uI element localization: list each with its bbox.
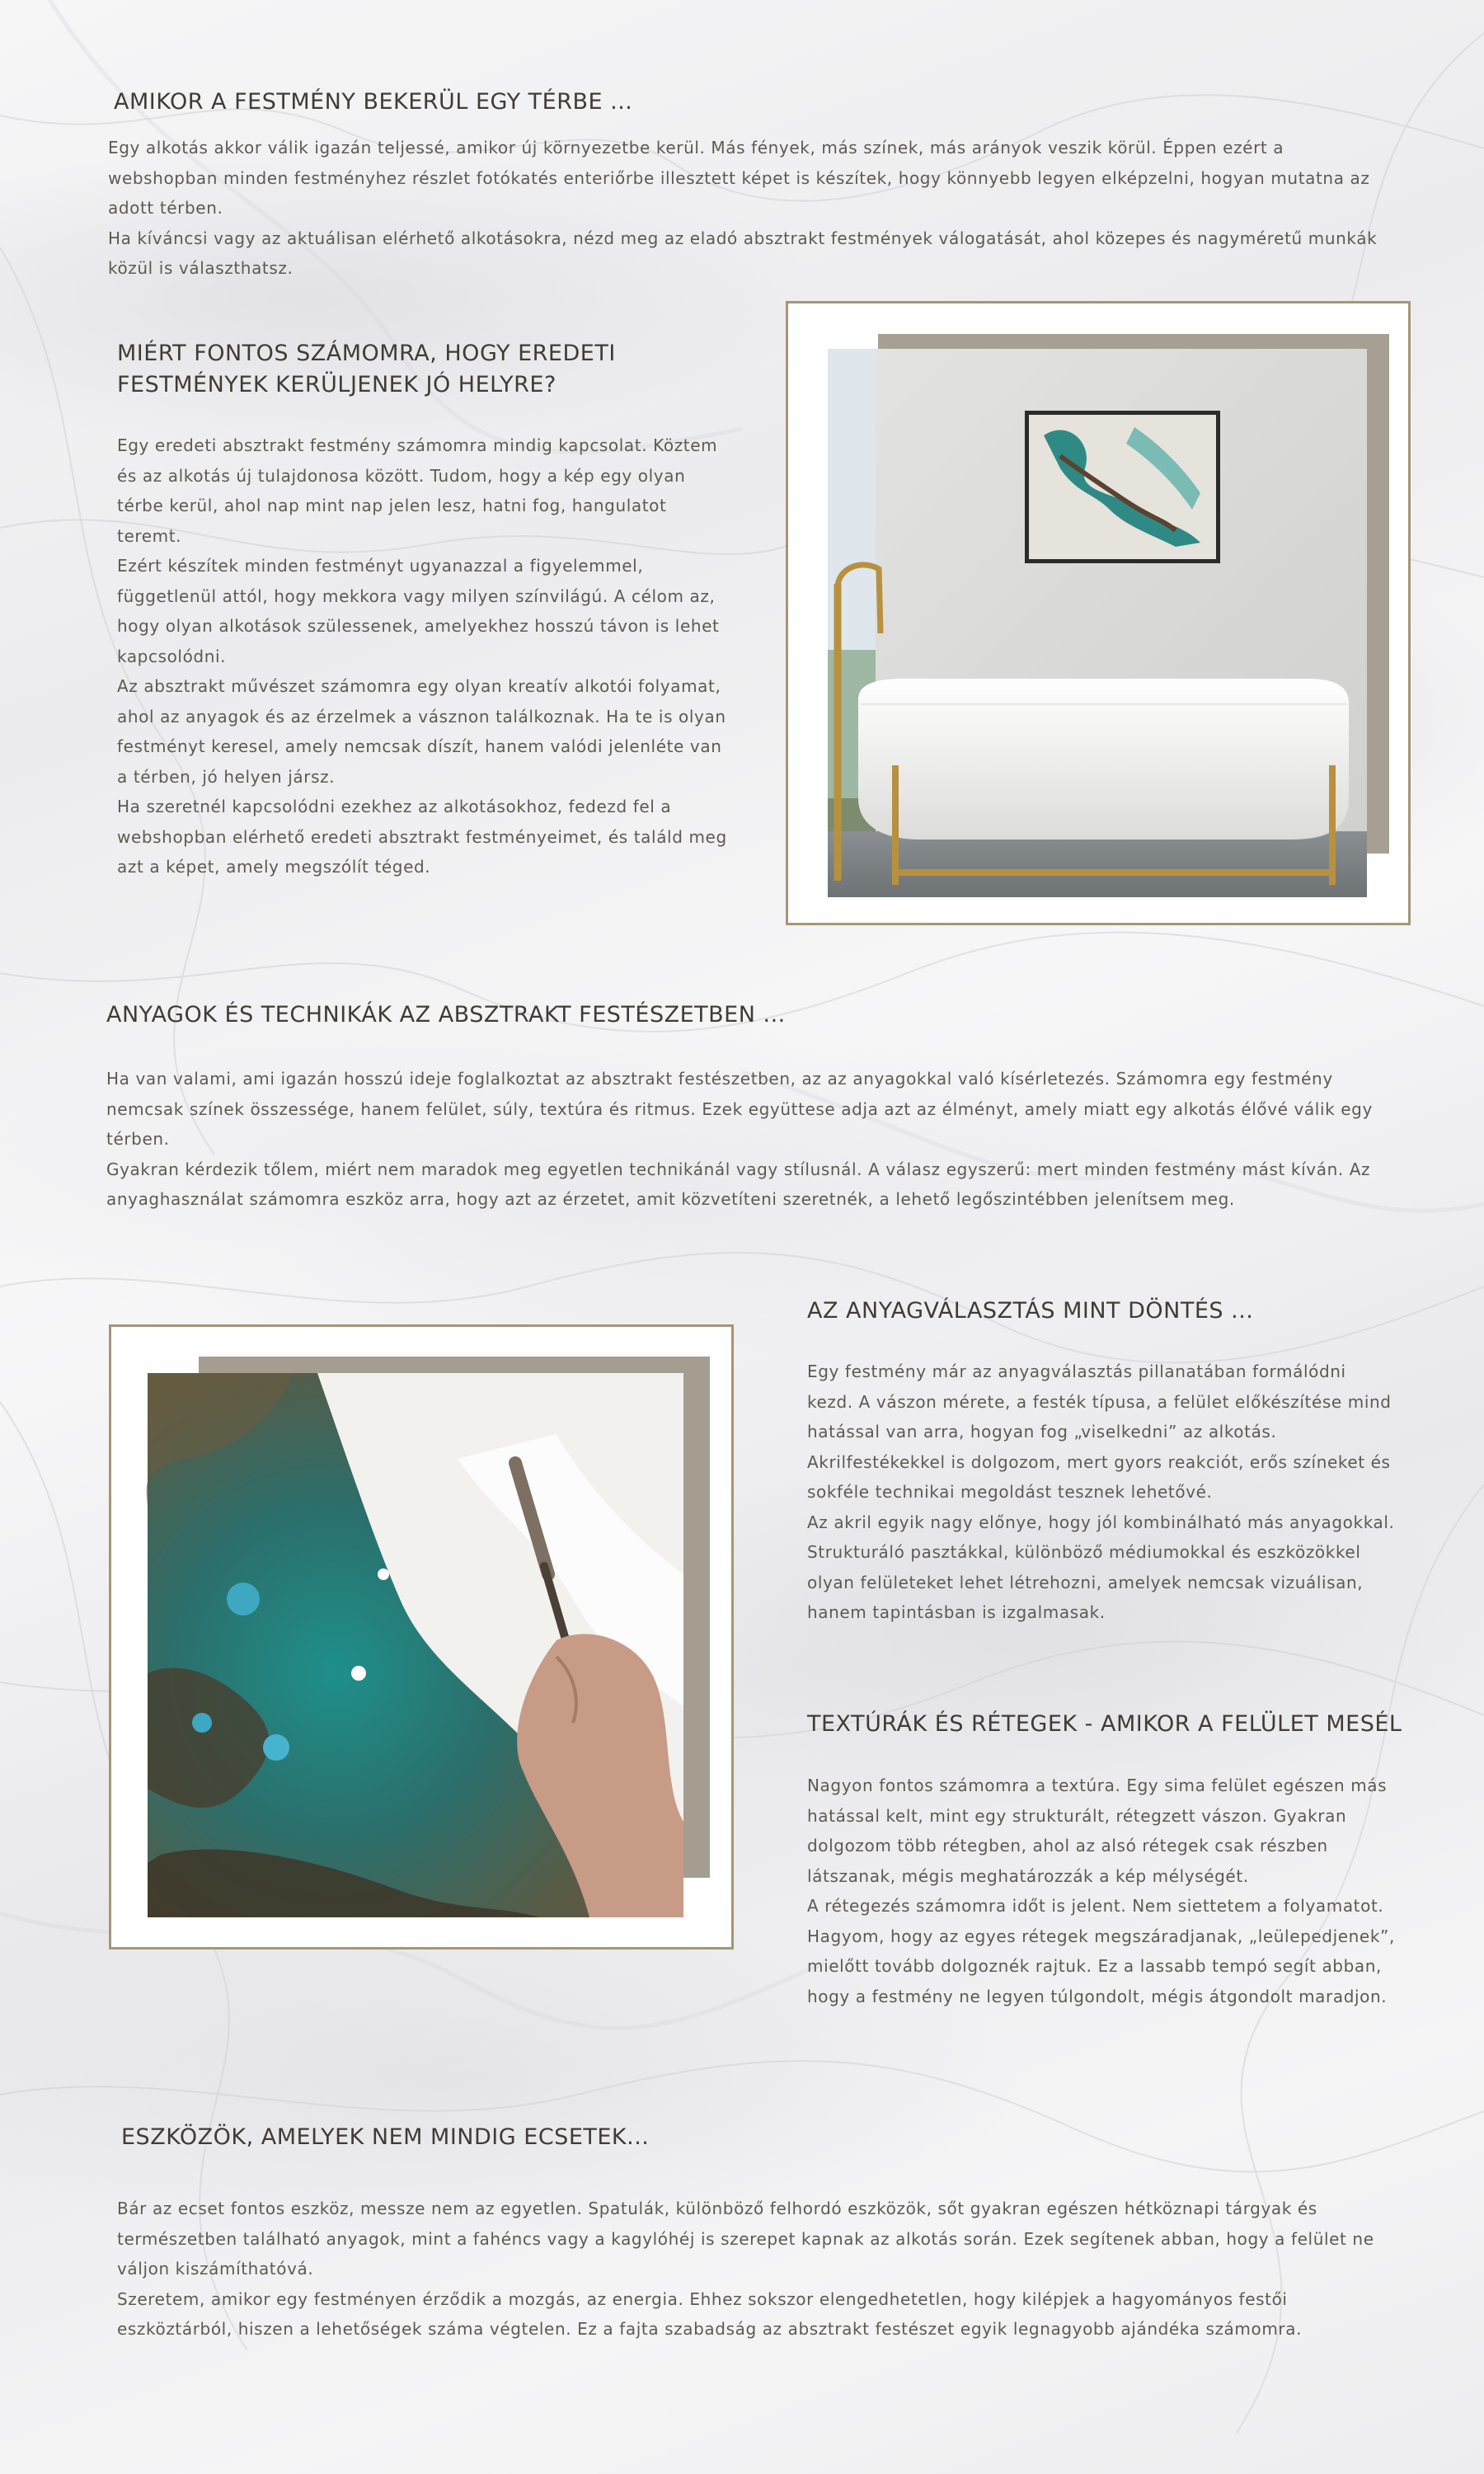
section-title-original-paintings	[117, 338, 616, 401]
section-text-tools	[117, 2194, 1403, 2345]
section-title-tools: ESZKÖZÖK, AMELYEK NEM MINDIG ECSETEK...	[121, 2124, 650, 2150]
paragraph: Ha kíváncsi vagy az aktuálisan elérhető alkotásokra, nézd meg az eladó absztrakt festmények válogatását, ahol közepes és nagyméretű munkák közül is választhatsz.	[108, 228, 1378, 278]
section-text-textures-layers	[807, 1771, 1397, 2011]
interior-photo	[788, 303, 1408, 923]
paragraph: Ezért készítek minden festményt ugyanazzal a figyelemmel, függetlenül attól, hogy mekkora vagy milyen színvilágú. A célom az, hogy olyan alkotások szülessenek, amelyekhez hosszú távon is lehet kapcsolódni.	[117, 556, 720, 666]
process-photo	[111, 1327, 731, 1947]
process-image-frame	[109, 1324, 734, 1950]
section-title-materials-techniques: ANYAGOK ÉS TECHNIKÁK AZ ABSZTRAKT FESTÉSZETBEN ...	[106, 1002, 786, 1028]
section-title-painting-in-space: AMIKOR A FESTMÉNY BEKERÜL EGY TÉRBE ...	[114, 89, 633, 115]
paragraph: Ha van valami, ami igazán hosszú ideje foglalkoztat az absztrakt festészetben, az az anyagokkal való kísérletezés. Számomra egy festmény nemcsak színek összessége, hanem felület, súly, textúra és ritmus. Ezek együttese adja azt az élményt, amely miatt egy alkotás élővé válik egy térben.	[106, 1069, 1373, 1149]
paragraph: Egy alkotás akkor válik igazán teljessé, amikor új környezetbe kerül. Más fények, más színek, más arányok veszik körül. Éppen ezért a webshopban minden festményhez részlet fotókatés enteriőrbe illesztett képet is készítek, hogy könnyebb legyen elképzelni, hogyan mutatna az adott térben.	[108, 138, 1370, 218]
section-title-textures-layers: TEXTÚRÁK ÉS RÉTEGEK - AMIKOR A FELÜLET MESÉL	[807, 1711, 1402, 1737]
paragraph: Ha szeretnél kapcsolódni ezekhez az alkotásokhoz, fedezd fel a webshopban elérhető eredeti absztrakt festményeimet, és találd meg azt a képet, amely megszólít téged.	[117, 797, 727, 877]
title-line: FESTMÉNYEK KERÜLJENEK JÓ HELYRE?	[117, 372, 556, 397]
section-text-material-choice	[807, 1357, 1397, 1628]
paragraph: Bár az ecset fontos eszköz, messze nem az egyetlen. Spatulák, különböző felhordó eszközök, sőt gyakran egészen hétköznapi tárgyak és természetben található anyagok, mint a fahéncs vagy a kagylóhéj is szerepet kapnak az alkotás során. Ezek segítenek abban, hogy a felület ne váljon kiszámíthatóvá.	[117, 2199, 1374, 2279]
paragraph: A rétegezés számomra időt is jelent. Nem siettetem a folyamatot. Hagyom, hogy az egyes rétegek megszáradjanak, „leülepedjenek”, mielőtt tovább dolgoznék rajtuk. Ez a lassabb tempó segít abban, hogy a festmény ne legyen túlgondolt, mégis átgondolt maradjon.	[807, 1896, 1395, 2006]
section-text-painting-in-space	[108, 133, 1394, 284]
interior-image-frame	[786, 301, 1411, 925]
section-title-material-choice: AZ ANYAGVÁLASZTÁS MINT DÖNTÉS ...	[807, 1298, 1254, 1324]
paragraph: Az absztrakt művészet számomra egy olyan kreatív alkotói folyamat, ahol az anyagok és az érzelmek a vásznon találkoznak. Ha te is olyan festményt keresel, amely nemcsak díszít, hanem valódi jelenléte van a térben, jó helyen jársz.	[117, 676, 726, 787]
paragraph: Egy eredeti absztrakt festmény számomra mindig kapcsolat. Köztem és az alkotás új tulajdonosa között. Tudom, hogy a kép egy olyan térbe kerül, ahol nap mint nap jelen lesz, hatni fog, hangulatot teremt.	[117, 435, 718, 546]
paragraph: Gyakran kérdezik tőlem, miért nem maradok meg egyetlen technikánál vagy stílusnál. A válasz egyszerű: mert minden festmény mást kíván. Az anyaghasználat számomra eszköz arra, hogy azt az érzetet, amit közvetíteni szeretnék, a lehető legőszintébben jelenítsem meg.	[106, 1159, 1371, 1209]
paragraph: Egy festmény már az anyagválasztás pillanatában formálódni kezd. A vászon mérete, a festék típusa, a felület előkészítése mind hatással van arra, hogyan fog „viselkedni” az alkotás. Akrilfestékekkel is dolgozom, mert gyors reakciót, erős színeket és sokféle technikai megoldást tesznek lehetővé.	[807, 1362, 1392, 1502]
section-text-materials-techniques	[106, 1064, 1401, 1215]
paragraph: Az akril egyik nagy előnye, hogy jól kombinálható más anyagokkal. Strukturáló pasztákkal, különböző médiumokkal és eszközökkel olyan felületeket lehet létrehozni, amelyek nemcsak vizuálisan, hanem tapintásban is izgalmasak.	[807, 1512, 1395, 1622]
section-text-original-paintings	[117, 430, 727, 882]
title-line: MIÉRT FONTOS SZÁMOMRA, HOGY EREDETI	[117, 341, 616, 366]
paragraph: Szeretem, amikor egy festményen érződik a mozgás, az energia. Ehhez sokszor elengedhetetlen, hogy kilépjek a hagyományos festői eszköztárból, hiszen a lehetőségek száma végtelen. Ez a fajta szabadság az absztrakt festészet egyik legnagyobb ajándéka számomra.	[117, 2288, 1303, 2339]
paragraph: Nagyon fontos számomra a textúra. Egy sima felület egészen más hatással kelt, mint egy strukturált, rétegzett vászon. Gyakran dolgozom több rétegben, ahol az alsó rétegek csak részben látszanak, mégis meghatározzák a kép mélységét.	[807, 1776, 1388, 1886]
